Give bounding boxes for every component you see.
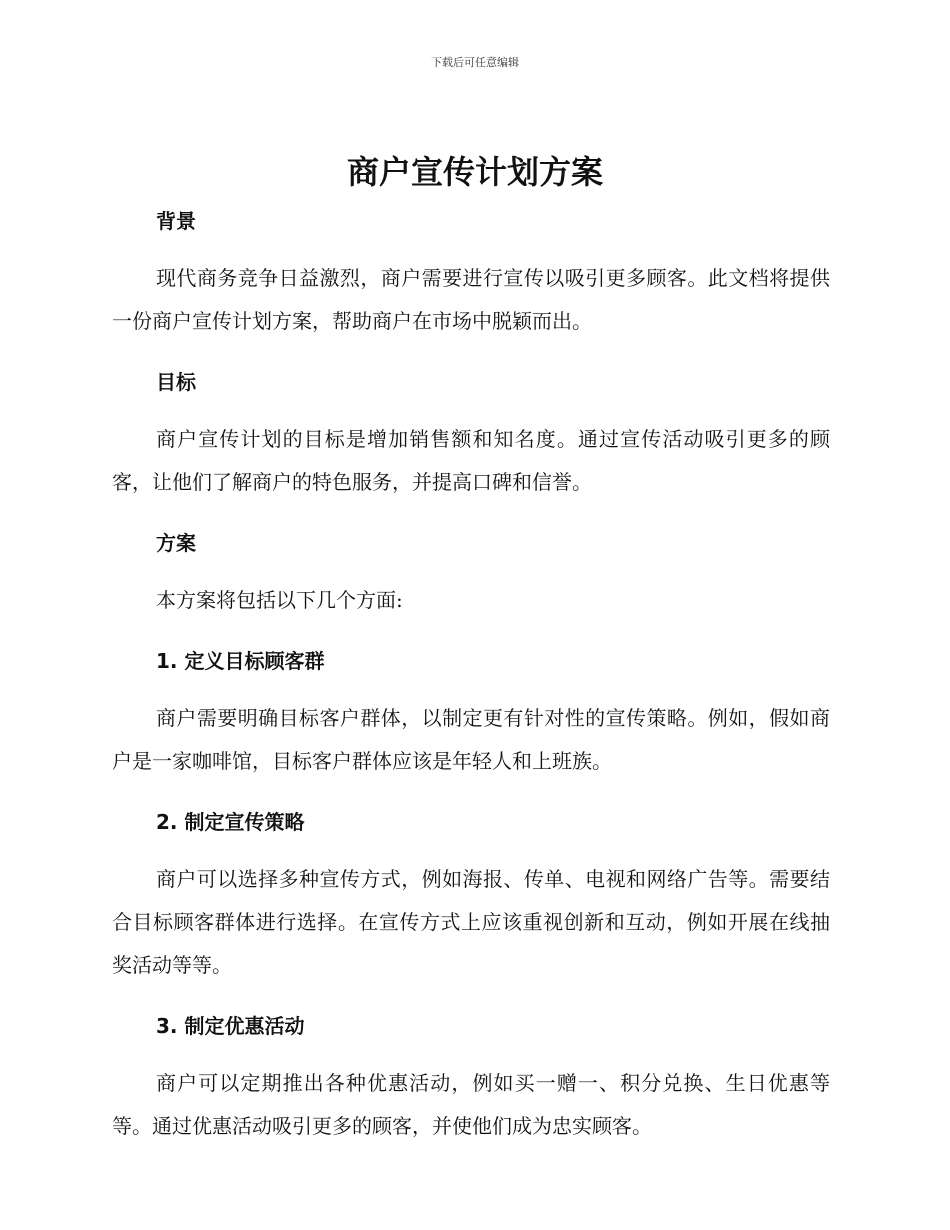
paragraph-goal: 商户宣传计划的目标是增加销售额和知名度。通过宣传活动吸引更多的顾客，让他们了解商户的特色服务，并提高口碑和信誉。	[112, 427, 830, 494]
paragraph-background: 现代商务竞争日益激烈，商户需要进行宣传以吸引更多顾客。此文档将提供一份商户宣传计划方案，帮助商户在市场中脱颖而出。	[112, 266, 830, 333]
section-heading-item-3: 3. 制定优惠活动	[156, 1014, 305, 1038]
paragraph-plan-intro: 本方案将包括以下几个方面:	[156, 588, 403, 612]
paragraph-item-3: 商户可以定期推出各种优惠活动，例如买一赠一、积分兑换、生日优惠等等。通过优惠活动吸引更多的顾客，并使他们成为忠实顾客。	[112, 1071, 830, 1138]
paragraph-item-2: 商户可以选择多种宣传方式，例如海报、传单、电视和网络广告等。需要结合目标顾客群体进行选择。在宣传方式上应该重视创新和互动，例如开展在线抽奖活动等等。	[112, 867, 830, 977]
section-heading-background: 背景	[156, 209, 196, 233]
document-body	[112, 204, 830, 1148]
section-heading-goal: 目标	[156, 370, 196, 394]
section-heading-item-2: 2. 制定宣传策略	[156, 810, 305, 834]
section-heading-item-1: 1. 定义目标顾客群	[156, 649, 325, 673]
page-header-note: 下载后可任意编辑	[431, 56, 519, 69]
document-title: 商户宣传计划方案	[346, 153, 603, 191]
paragraph-item-1: 商户需要明确目标客户群体，以制定更有针对性的宣传策略。例如，假如商户是一家咖啡馆，目标客户群体应该是年轻人和上班族。	[112, 706, 830, 773]
section-heading-plan: 方案	[156, 531, 196, 555]
